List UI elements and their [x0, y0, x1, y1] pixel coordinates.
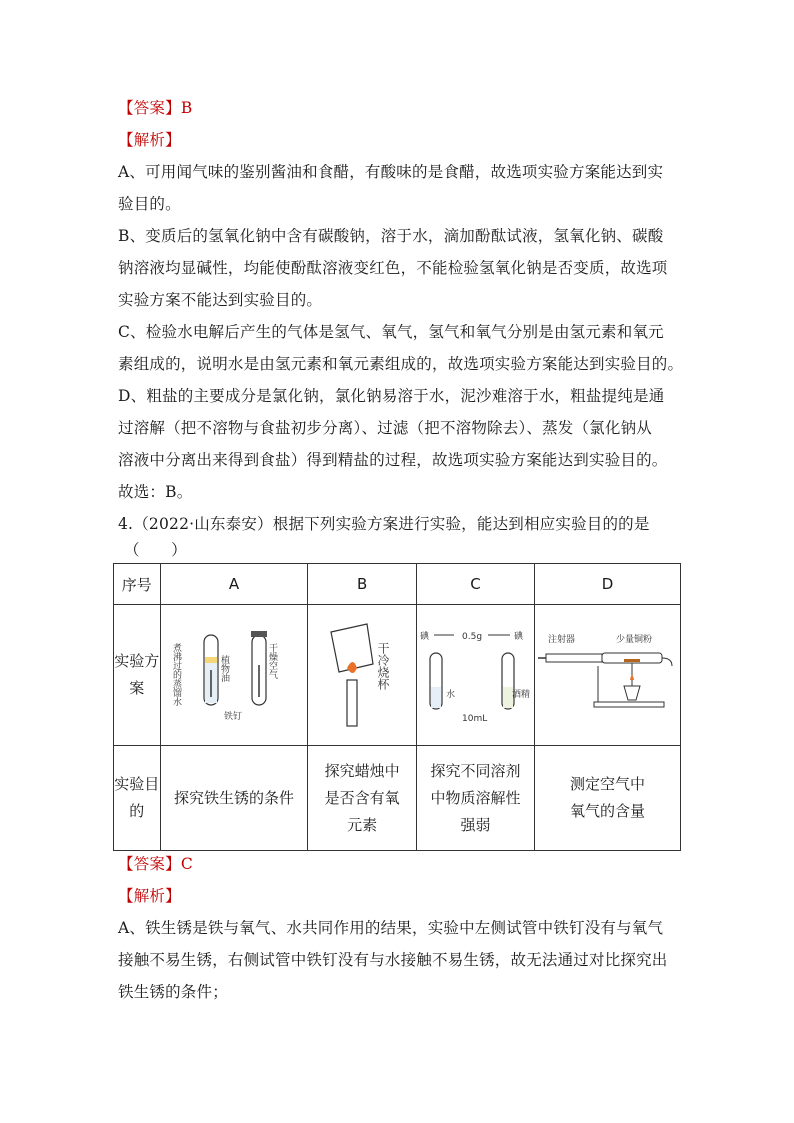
- aim-cell: 探究不同溶剂中物质溶解性强弱: [417, 746, 535, 851]
- analysis-line: A、可用闻气味的鉴别酱油和食醋，有酸味的是食醋，故选项实验方案能达到实: [118, 163, 664, 181]
- answer-tag: 【答案】: [118, 99, 181, 117]
- label-boiled-water: 煮沸过的蒸馏水: [170, 643, 181, 706]
- question-stem: 4.（2022·山东泰安）根据下列实验方案进行实验，能达到相应实验目的的是: [118, 515, 650, 533]
- aim-cell: 探究蜡烛中是否含有氧元素: [308, 746, 417, 851]
- oxygen-measurement-figure: [538, 630, 678, 720]
- analysis-line: 钠溶液均显碱性，均能使酚酞溶液变红色，不能检验氢氧化钠是否变质，故选项: [118, 259, 668, 277]
- candle-beaker-figure: [317, 620, 407, 730]
- row-label: 实验目的: [114, 746, 161, 851]
- iodine-solubility-figure: [420, 625, 532, 725]
- copper-powder: [624, 659, 640, 662]
- answer-value: C: [180, 855, 193, 873]
- header-cell: 序号: [114, 564, 161, 605]
- label-iodine-left: 碘: [419, 632, 429, 642]
- label-water: 水: [445, 690, 455, 700]
- label-dry-cold-beaker: 干冷烧杯: [376, 642, 391, 690]
- lamp-flame: [630, 675, 634, 680]
- analysis-line: C、检验水电解后产生的气体是氢气、氧气，氢气和氧气分别是由氢元素和氧元: [118, 323, 664, 341]
- answer-blank: （ ）: [124, 541, 187, 559]
- table-header-row: [114, 564, 681, 605]
- stopper: [251, 631, 267, 637]
- label-nail: 铁钉: [223, 712, 242, 722]
- analysis-line: 验目的。: [118, 195, 181, 213]
- analysis-line: B、变质后的氢氧化钠中含有碳酸钠，溶于水，滴加酚酞试液，氢氧化钠、碳酸: [118, 227, 664, 245]
- row-label: 实验方案: [114, 605, 161, 746]
- analysis-line: 接触不易生锈，右侧试管中铁钉没有与水接触不易生锈，故无法通过对比探究出: [118, 951, 668, 969]
- water-fill: [431, 687, 441, 708]
- answer-line: [118, 852, 193, 874]
- analysis-line: 素组成的，说明水是由氢元素和氧元素组成的，故选项实验方案能达到实验目的。: [118, 355, 684, 373]
- figure-cell-b: [308, 605, 417, 746]
- experiment-table: [113, 563, 681, 851]
- answer-line: [118, 96, 192, 118]
- oil-layer: [205, 657, 217, 663]
- syringe: [546, 654, 602, 662]
- header-cell: B: [308, 564, 417, 605]
- analysis-line: 铁生锈的条件；: [118, 983, 228, 1001]
- answer-value: B: [180, 99, 193, 117]
- rusting-test-tubes-figure: [170, 625, 294, 725]
- header-cell: D: [535, 564, 681, 605]
- header-cell: A: [160, 564, 308, 605]
- analysis-line: D、粗盐的主要成分是氯化钠，氯化钠易溶于水，泥沙难溶于水，粗盐提纯是通: [118, 387, 665, 405]
- candle: [347, 680, 357, 726]
- analysis-line: 溶液中分离出来得到食盐）得到精盐的过程，故选项实验方案能达到实验目的。: [118, 451, 668, 469]
- answer-tag: 【答案】: [118, 855, 181, 873]
- figure-cell-c: [417, 605, 535, 746]
- analysis-tag: 【解析】: [118, 887, 181, 905]
- analysis-tag: 【解析】: [118, 131, 181, 149]
- figure-cell-d: [535, 605, 681, 746]
- label-iodine-right: 碘: [513, 632, 523, 642]
- label-dry-air: 干燥空气: [266, 643, 277, 679]
- stand-base: [594, 702, 664, 707]
- aim-cell: 探究铁生锈的条件: [160, 746, 308, 851]
- balloon-tube: [662, 658, 672, 666]
- alcohol-lamp: [624, 686, 640, 700]
- label-volume: 10mL: [461, 714, 487, 724]
- aim-cell: 测定空气中氧气的含量: [535, 746, 681, 851]
- analysis-line: 过溶解（把不溶物与食盐初步分离）、过滤（把不溶物除去）、蒸发（氯化钠从: [118, 419, 653, 437]
- table-row-aim: [114, 746, 681, 851]
- label-syringe: 注射器: [547, 635, 575, 645]
- analysis-line: 故选：B。: [118, 483, 193, 501]
- label-copper-powder: 少量铜粉: [615, 635, 652, 645]
- label-mass: 0.5g: [461, 632, 482, 642]
- label-alcohol: 酒精: [511, 690, 530, 700]
- table-row-scheme: [114, 605, 681, 746]
- figure-cell-a: [160, 605, 308, 746]
- analysis-line: 实验方案不能达到实验目的。: [118, 291, 323, 309]
- label-oil: 植物油: [218, 655, 229, 682]
- header-cell: C: [417, 564, 535, 605]
- analysis-line: A、铁生锈是铁与氧气、水共同作用的结果，实验中左侧试管中铁钉没有与氧气: [118, 919, 664, 937]
